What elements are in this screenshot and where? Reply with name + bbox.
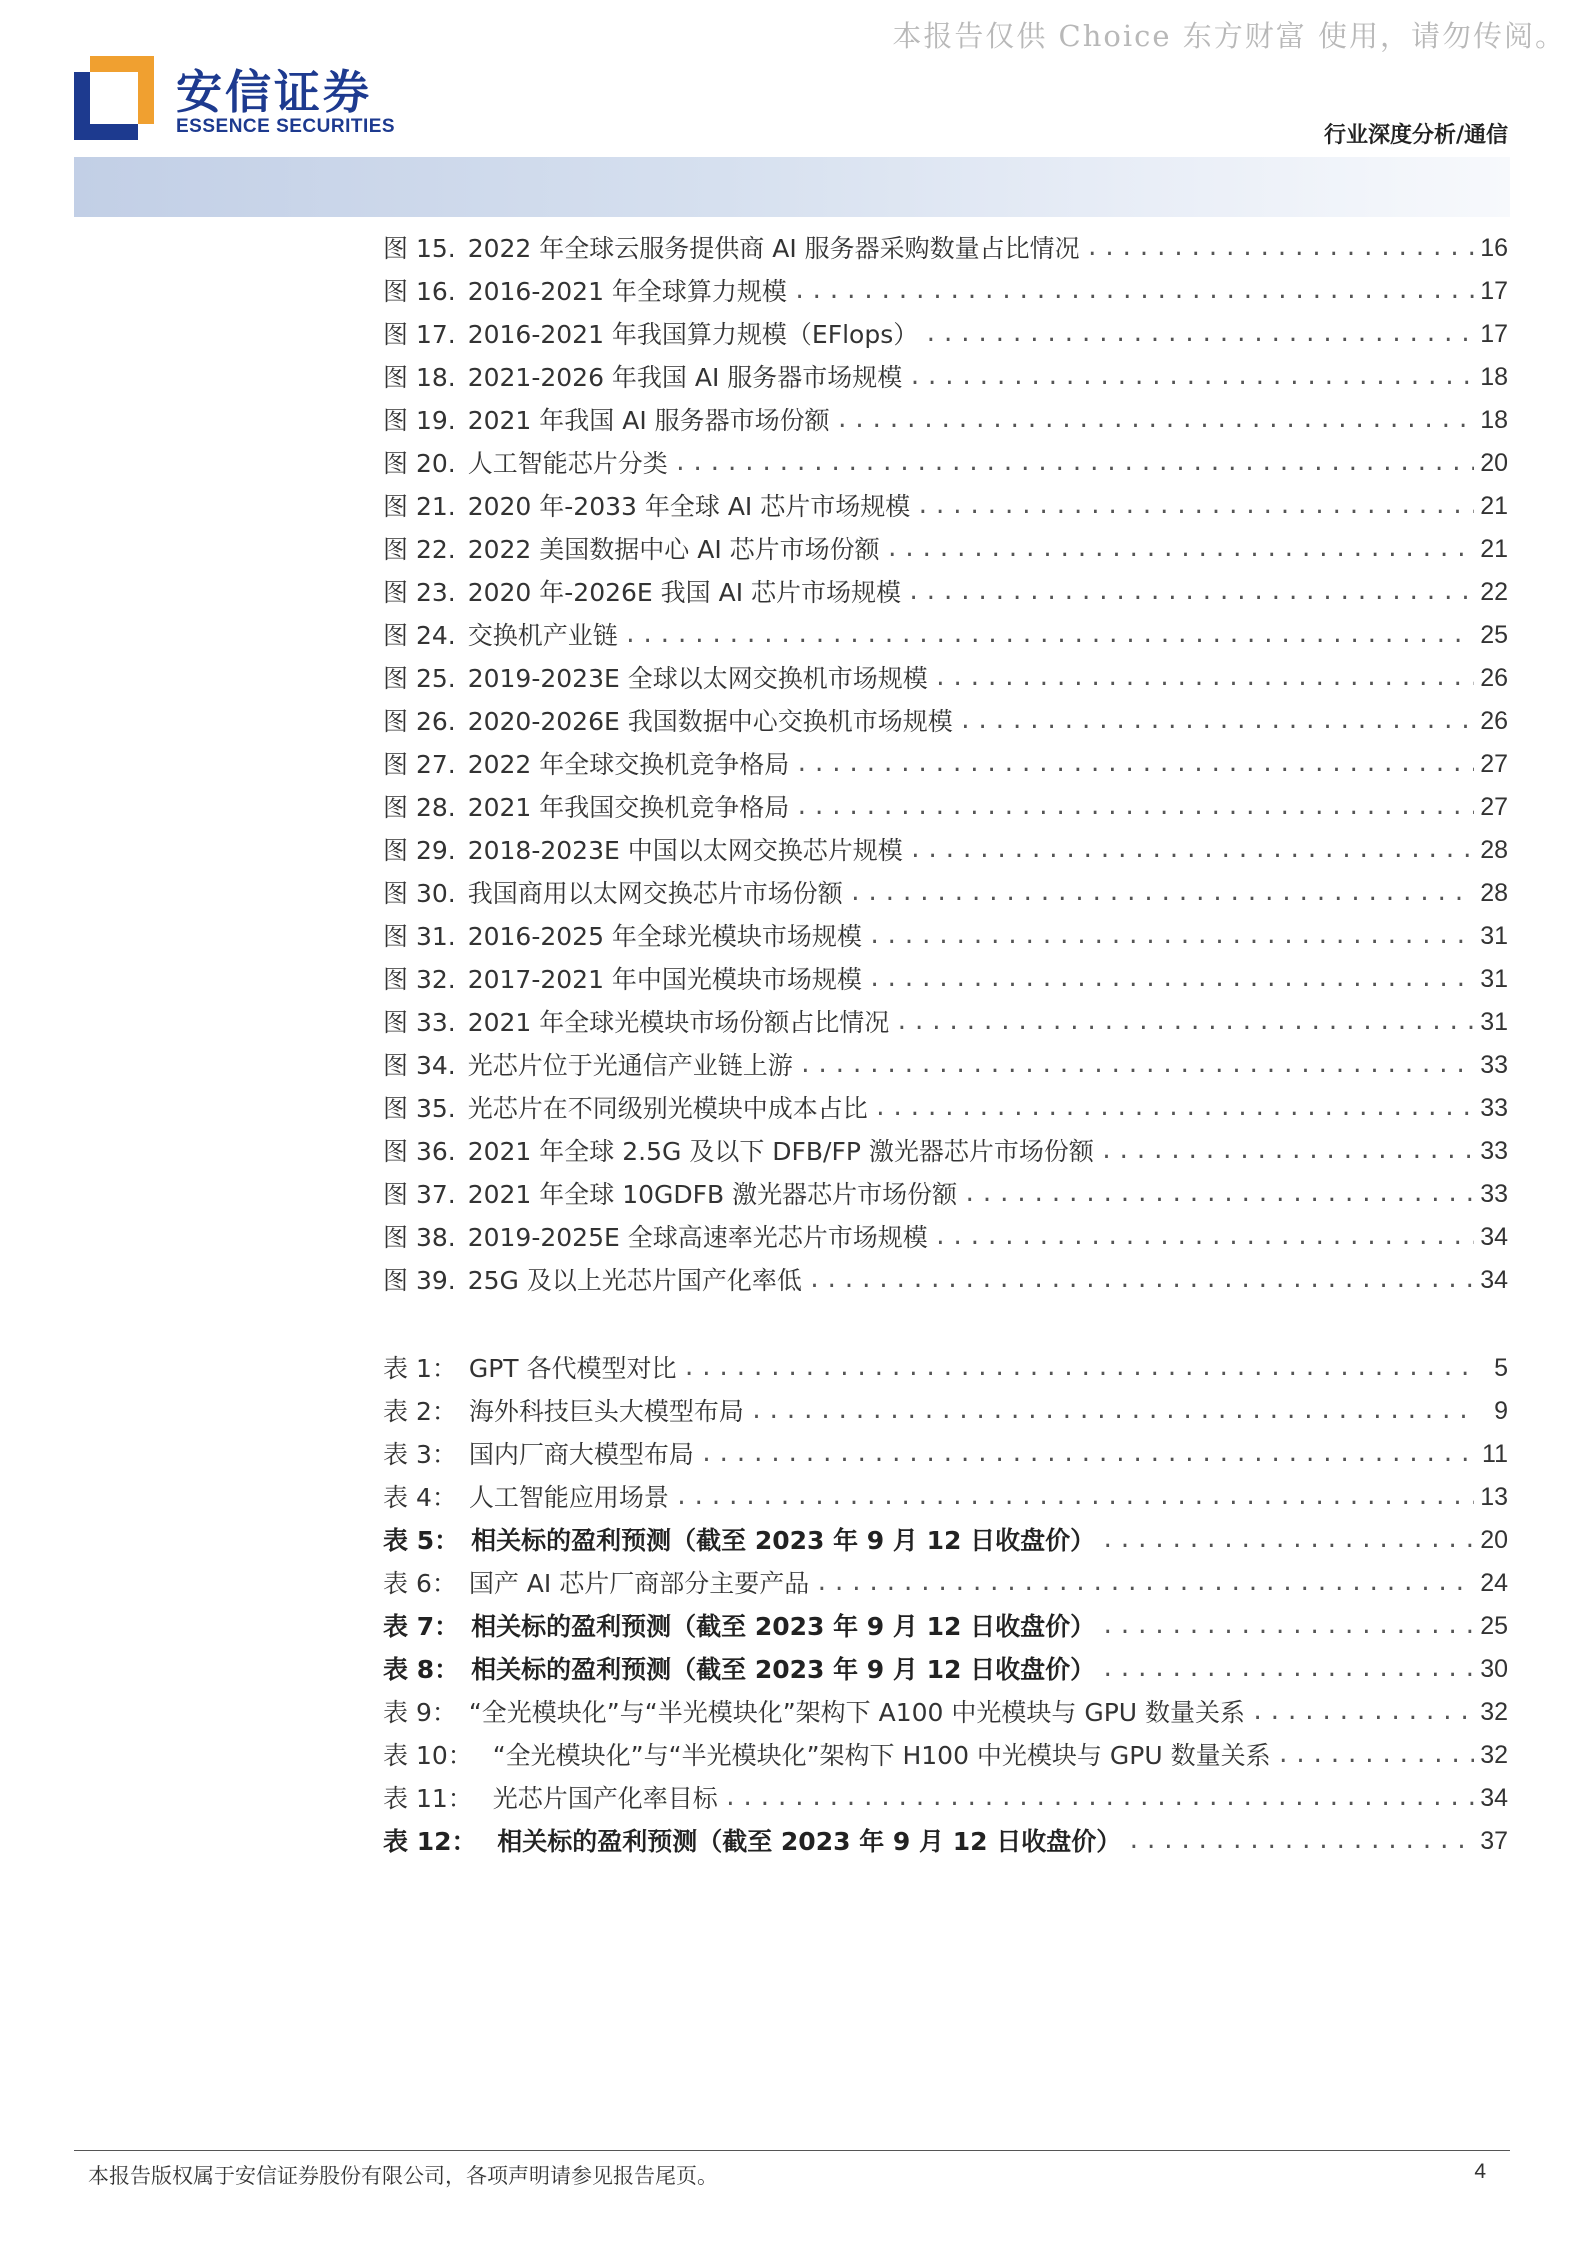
- header-band: [74, 157, 1510, 217]
- footer-disclaimer: 本报告版权属于安信证券股份有限公司，各项声明请参见报告尾页。: [88, 2164, 718, 2188]
- figure-entry-page: 34: [1480, 1266, 1508, 1294]
- figure-entry-label: [383, 571, 901, 614]
- figure-entry[interactable]: [383, 915, 1508, 958]
- dot-leader: [916, 485, 1474, 528]
- figure-entry-number: 图 24.: [383, 621, 456, 650]
- table-entry-title: 国内厂商大模型布局: [468, 1440, 694, 1469]
- figure-entry-page: 33: [1480, 1094, 1508, 1122]
- table-entry-title: 相关标的盈利预测（截至 2023 年 9 月 12 日收盘价）: [488, 1827, 1122, 1856]
- figure-entry[interactable]: [383, 657, 1508, 700]
- figure-entry-title: 2016-2025 年全球光模块市场规模: [467, 922, 862, 951]
- figure-entry-page: 21: [1480, 492, 1508, 520]
- table-entry-page: 32: [1480, 1698, 1508, 1726]
- figure-entry-page: 18: [1480, 406, 1508, 434]
- figure-entry-title: 交换机产业链: [467, 621, 618, 650]
- figure-entry-number: 图 31.: [383, 922, 456, 951]
- figure-entry-label: [383, 227, 1080, 270]
- table-entry-page: 24: [1480, 1569, 1508, 1597]
- figure-entry-page: 26: [1480, 707, 1508, 735]
- table-entry-title: 国产 AI 芯片厂商部分主要产品: [468, 1569, 810, 1598]
- figure-entry-title: 2021 年全球 2.5G 及以下 DFB/FP 激光器芯片市场份额: [467, 1137, 1094, 1166]
- dot-leader: [1101, 1605, 1474, 1648]
- figure-entry-number: 图 27.: [383, 750, 456, 779]
- dot-leader: [959, 700, 1474, 743]
- figure-index-list: [383, 227, 1508, 1302]
- dot-leader: [895, 1001, 1474, 1044]
- figure-entry-number: 图 28.: [383, 793, 456, 822]
- figure-entry-number: 图 20.: [383, 449, 456, 478]
- figure-entry-page: 34: [1480, 1223, 1508, 1251]
- figure-entry-title: 2022 美国数据中心 AI 芯片市场份额: [467, 535, 880, 564]
- brand-name-en: ESSENCE SECURITIES: [176, 116, 396, 137]
- figure-entry-number: 图 23.: [383, 578, 456, 607]
- table-entry-label: [383, 1648, 1095, 1691]
- figure-entry-title: 2021 年全球光模块市场份额占比情况: [467, 1008, 890, 1037]
- figure-entry-label: [383, 1087, 868, 1130]
- page-number: 4: [1474, 2160, 1486, 2183]
- figure-entry-title: 2020 年-2033 年全球 AI 芯片市场规模: [467, 492, 911, 521]
- table-entry-number: 表 7：: [383, 1612, 460, 1641]
- figure-entry-page: 26: [1480, 664, 1508, 692]
- figure-entry-page: 25: [1480, 621, 1508, 649]
- table-entry-label: [383, 1820, 1121, 1863]
- figure-entry-page: 33: [1480, 1051, 1508, 1079]
- table-entry-title: 相关标的盈利预测（截至 2023 年 9 月 12 日收盘价）: [471, 1526, 1096, 1555]
- figure-entry-label: [383, 1044, 793, 1087]
- table-entry-number: 表 12：: [383, 1827, 477, 1856]
- dot-leader: [808, 1259, 1474, 1302]
- dot-leader: [1086, 227, 1474, 270]
- figure-entry-label: [383, 399, 830, 442]
- figure-entry-title: 人工智能芯片分类: [467, 449, 668, 478]
- table-entry-number: 表 5：: [383, 1526, 460, 1555]
- figure-entry-title: 2016-2021 年全球算力规模: [467, 277, 787, 306]
- figure-entry[interactable]: [383, 528, 1508, 571]
- table-entry-number: 表 4：: [383, 1483, 457, 1512]
- table-entry-page: 32: [1480, 1741, 1508, 1769]
- table-entry[interactable]: [383, 1476, 1508, 1519]
- figure-entry-title: 光芯片位于光通信产业链上游: [467, 1051, 793, 1080]
- figure-entry[interactable]: [383, 1130, 1508, 1173]
- dot-leader: [886, 528, 1474, 571]
- dot-leader: [624, 614, 1474, 657]
- figure-entry-title: 2022 年全球交换机竞争格局: [467, 750, 790, 779]
- table-entry-number: 表 11：: [383, 1784, 473, 1813]
- dot-leader: [836, 399, 1474, 442]
- table-entry-page: 13: [1480, 1483, 1508, 1511]
- dot-leader: [934, 1216, 1474, 1259]
- table-entry-label: [383, 1433, 694, 1476]
- figure-entry-number: 图 37.: [383, 1180, 456, 1209]
- figure-entry-title: 2017-2021 年中国光模块市场规模: [467, 965, 862, 994]
- figure-entry-label: [383, 1130, 1094, 1173]
- figure-entry[interactable]: [383, 1087, 1508, 1130]
- figure-entry[interactable]: [383, 1001, 1508, 1044]
- dot-leader: [874, 1087, 1474, 1130]
- figure-entry[interactable]: [383, 614, 1508, 657]
- table-entry[interactable]: [383, 1605, 1508, 1648]
- dot-leader: [793, 270, 1474, 313]
- table-entry[interactable]: [383, 1390, 1508, 1433]
- table-entry[interactable]: [383, 1562, 1508, 1605]
- figure-entry-number: 图 17.: [383, 320, 456, 349]
- dot-leader: [934, 657, 1474, 700]
- table-entry-number: 表 8：: [383, 1655, 460, 1684]
- table-entry-title: 相关标的盈利预测（截至 2023 年 9 月 12 日收盘价）: [471, 1612, 1096, 1641]
- dot-leader: [799, 1044, 1474, 1087]
- table-entry-label: [383, 1691, 1245, 1734]
- figure-entry-title: 2021 年我国 AI 服务器市场份额: [467, 406, 830, 435]
- table-entry[interactable]: [383, 1433, 1508, 1476]
- table-entry-title: 光芯片国产化率目标: [484, 1784, 718, 1813]
- table-entry[interactable]: [383, 1777, 1508, 1820]
- figure-entry-page: 27: [1480, 793, 1508, 821]
- figure-entry-number: 图 32.: [383, 965, 456, 994]
- dot-leader: [1101, 1519, 1474, 1562]
- figure-entry-label: [383, 1173, 957, 1216]
- figure-entry-number: 图 25.: [383, 664, 456, 693]
- figure-entry[interactable]: [383, 1216, 1508, 1259]
- figure-entry-number: 图 39.: [383, 1266, 456, 1295]
- figure-entry-number: 图 16.: [383, 277, 456, 306]
- figure-entry-label: [383, 528, 880, 571]
- figure-entry-label: [383, 1216, 928, 1259]
- figure-entry[interactable]: [383, 356, 1508, 399]
- table-entry-number: 表 9：: [383, 1698, 457, 1727]
- dot-leader: [724, 1777, 1474, 1820]
- table-entry-title: 海外科技巨头大模型布局: [468, 1397, 744, 1426]
- figure-entry-title: 光芯片在不同级别光模块中成本占比: [467, 1094, 868, 1123]
- dot-leader: [868, 915, 1474, 958]
- figure-entry[interactable]: [383, 1259, 1508, 1302]
- dot-leader: [795, 743, 1474, 786]
- dot-leader: [750, 1390, 1474, 1433]
- table-entry-title: “全光模块化”与“半光模块化”架构下 A100 中光模块与 GPU 数量关系: [468, 1698, 1246, 1727]
- brand-name-cn: 安信证券: [176, 65, 372, 119]
- figure-entry[interactable]: [383, 442, 1508, 485]
- figure-entry-number: 图 38.: [383, 1223, 456, 1252]
- essence-logo-icon: [74, 56, 154, 140]
- figure-entry-number: 图 22.: [383, 535, 456, 564]
- table-entry-label: [383, 1605, 1095, 1648]
- figure-entry[interactable]: [383, 227, 1508, 270]
- table-entry-number: 表 6：: [383, 1569, 457, 1598]
- figure-entry-label: [383, 872, 843, 915]
- figure-entry-title: 2021 年我国交换机竞争格局: [467, 793, 790, 822]
- figure-entry-label: [383, 657, 928, 700]
- figure-entry[interactable]: [383, 1044, 1508, 1087]
- figure-entry[interactable]: [383, 872, 1508, 915]
- figure-entry-title: 25G 及以上光芯片国产化率低: [467, 1266, 802, 1295]
- dot-leader: [908, 356, 1474, 399]
- figure-entry-number: 图 19.: [383, 406, 456, 435]
- table-entry-label: [383, 1562, 809, 1605]
- figure-entry[interactable]: [383, 270, 1508, 313]
- figure-entry[interactable]: [383, 313, 1508, 356]
- figure-entry-label: [383, 313, 918, 356]
- figure-entry-label: [383, 915, 862, 958]
- figure-entry-page: 27: [1480, 750, 1508, 778]
- figure-entry-label: [383, 1259, 802, 1302]
- figure-entry[interactable]: [383, 571, 1508, 614]
- dot-leader: [907, 571, 1474, 614]
- table-entry-label: [383, 1390, 744, 1433]
- figure-entry-number: 图 21.: [383, 492, 456, 521]
- table-entry[interactable]: [383, 1347, 1508, 1390]
- figure-entry-label: [383, 614, 618, 657]
- dot-leader: [909, 829, 1474, 872]
- dot-leader: [868, 958, 1474, 1001]
- table-entry-page: 37: [1480, 1827, 1508, 1855]
- figure-entry-page: 31: [1480, 922, 1508, 950]
- figure-entry-title: 2022 年全球云服务提供商 AI 服务器采购数量占比情况: [467, 234, 1080, 263]
- table-entry-title: 相关标的盈利预测（截至 2023 年 9 月 12 日收盘价）: [471, 1655, 1096, 1684]
- table-entry-label: [383, 1476, 669, 1519]
- figure-entry-title: 2020-2026E 我国数据中心交换机市场规模: [467, 707, 953, 736]
- figure-entry-number: 图 36.: [383, 1137, 456, 1166]
- figure-entry-label: [383, 1001, 889, 1044]
- figure-entry-page: 28: [1480, 836, 1508, 864]
- figure-entry-title: 2018-2023E 中国以太网交换芯片规模: [467, 836, 903, 865]
- table-index-list: [383, 1347, 1508, 1863]
- dot-leader: [700, 1433, 1474, 1476]
- figure-entry-page: 33: [1480, 1137, 1508, 1165]
- figure-entry[interactable]: [383, 485, 1508, 528]
- dot-leader: [675, 1476, 1474, 1519]
- dot-leader: [683, 1347, 1474, 1390]
- table-entry-label: [383, 1347, 677, 1390]
- dot-leader: [1101, 1648, 1474, 1691]
- watermark-text: 本报告仅供 Choice 东方财富 使用，请勿传阅。: [892, 19, 1566, 53]
- figure-entry-label: [383, 958, 862, 1001]
- table-entry-page: 34: [1480, 1784, 1508, 1812]
- figure-entry-title: 2021-2026 年我国 AI 服务器市场规模: [467, 363, 903, 392]
- table-entry[interactable]: [383, 1519, 1508, 1562]
- figure-entry-number: 图 35.: [383, 1094, 456, 1123]
- figure-entry-page: 20: [1480, 449, 1508, 477]
- figure-entry-label: [383, 829, 903, 872]
- table-entry-page: 5: [1494, 1354, 1508, 1382]
- figure-entry-label: [383, 356, 902, 399]
- table-entry[interactable]: [383, 1648, 1508, 1691]
- figure-entry[interactable]: [383, 743, 1508, 786]
- figure-entry[interactable]: [383, 829, 1508, 872]
- table-entry-title: “全光模块化”与“半光模块化”架构下 H100 中光模块与 GPU 数量关系: [484, 1741, 1271, 1770]
- dot-leader: [1100, 1130, 1474, 1173]
- figure-entry-number: 图 29.: [383, 836, 456, 865]
- figure-entry-page: 16: [1480, 234, 1508, 262]
- table-entry-label: [383, 1734, 1271, 1777]
- figure-entry-page: 31: [1480, 965, 1508, 993]
- table-entry-number: 表 10：: [383, 1741, 473, 1770]
- table-entry-page: 9: [1494, 1397, 1508, 1425]
- figure-entry-number: 图 30.: [383, 879, 456, 908]
- dot-leader: [924, 313, 1474, 356]
- figure-entry[interactable]: [383, 1173, 1508, 1216]
- table-entry-label: [383, 1777, 718, 1820]
- figure-entry-label: [383, 485, 910, 528]
- dot-leader: [1251, 1691, 1474, 1734]
- figure-entry-label: [383, 270, 787, 313]
- dot-leader: [1277, 1734, 1474, 1777]
- table-entry[interactable]: [383, 1820, 1508, 1863]
- table-entry-title: GPT 各代模型对比: [468, 1354, 677, 1383]
- figure-entry-title: 2019-2025E 全球高速率光芯片市场规模: [467, 1223, 928, 1252]
- table-entry-title: 人工智能应用场景: [468, 1483, 669, 1512]
- table-entry-number: 表 1：: [383, 1354, 457, 1383]
- figure-entry-number: 图 18.: [383, 363, 456, 392]
- figure-entry-title: 2021 年全球 10GDFB 激光器芯片市场份额: [467, 1180, 958, 1209]
- dot-leader: [795, 786, 1474, 829]
- brand-logo: [74, 56, 396, 146]
- dot-leader: [815, 1562, 1474, 1605]
- figure-entry-page: 31: [1480, 1008, 1508, 1036]
- figure-entry-page: 22: [1480, 578, 1508, 606]
- table-entry[interactable]: [383, 1734, 1508, 1777]
- table-entry-page: 30: [1480, 1655, 1508, 1683]
- figure-entry-page: 21: [1480, 535, 1508, 563]
- table-entry-page: 25: [1480, 1612, 1508, 1640]
- figure-entry-title: 2016-2021 年我国算力规模（EFlops）: [467, 320, 919, 349]
- dot-leader: [963, 1173, 1474, 1216]
- dot-leader: [1127, 1820, 1474, 1863]
- dot-leader: [849, 872, 1474, 915]
- table-entry-page: 20: [1480, 1526, 1508, 1554]
- table-entry-label: [383, 1519, 1095, 1562]
- footer-divider: [74, 2150, 1510, 2151]
- dot-leader: [674, 442, 1474, 485]
- figure-entry[interactable]: [383, 700, 1508, 743]
- figure-entry-title: 2020 年-2026E 我国 AI 芯片市场规模: [467, 578, 902, 607]
- figure-entry-page: 18: [1480, 363, 1508, 391]
- figure-entry-page: 33: [1480, 1180, 1508, 1208]
- figure-entry[interactable]: [383, 786, 1508, 829]
- figure-entry-title: 我国商用以太网交换芯片市场份额: [467, 879, 843, 908]
- figure-entry-title: 2019-2023E 全球以太网交换机市场规模: [467, 664, 928, 693]
- table-entry[interactable]: [383, 1691, 1508, 1734]
- figure-entry-label: [383, 743, 789, 786]
- figure-entry-number: 图 33.: [383, 1008, 456, 1037]
- figure-entry-label: [383, 442, 668, 485]
- table-entry-page: 11: [1482, 1440, 1508, 1468]
- figure-entry[interactable]: [383, 399, 1508, 442]
- figure-entry-number: 图 26.: [383, 707, 456, 736]
- figure-entry-page: 17: [1480, 277, 1508, 305]
- figure-entry[interactable]: [383, 958, 1508, 1001]
- report-category: 行业深度分析/通信: [1323, 123, 1508, 148]
- figure-entry-label: [383, 700, 953, 743]
- figure-entry-number: 图 15.: [383, 234, 456, 263]
- table-entry-number: 表 3：: [383, 1440, 457, 1469]
- figure-entry-label: [383, 786, 789, 829]
- figure-entry-page: 28: [1480, 879, 1508, 907]
- figure-entry-page: 17: [1480, 320, 1508, 348]
- table-entry-number: 表 2：: [383, 1397, 457, 1426]
- figure-entry-number: 图 34.: [383, 1051, 456, 1080]
